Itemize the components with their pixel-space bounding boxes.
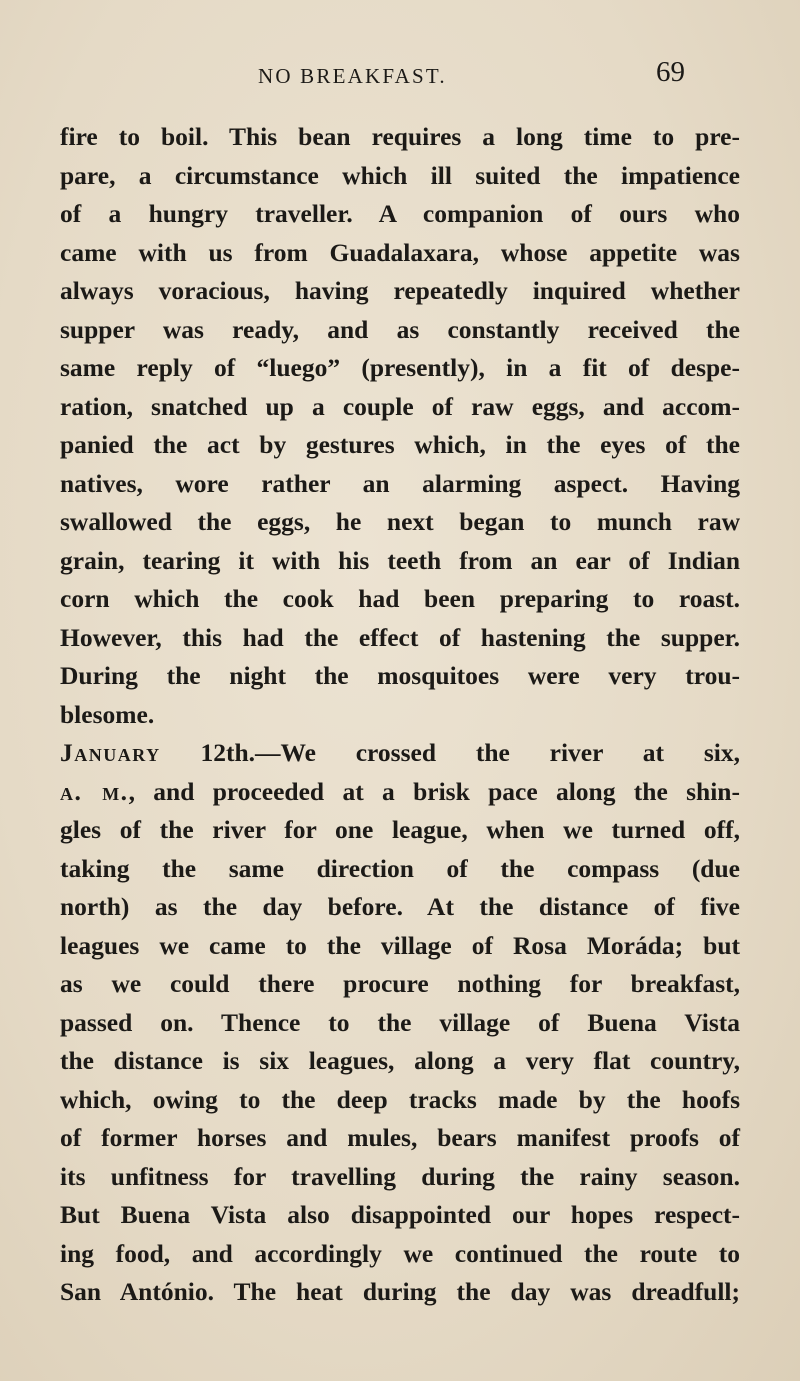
time-abbrev: a. m. bbox=[60, 776, 129, 806]
text-line: as we could there procure nothing for breakfast, bbox=[60, 969, 740, 998]
text-line: natives, wore rather an alarming aspect. Having bbox=[60, 468, 740, 498]
body-text bbox=[60, 118, 740, 1312]
text-line: San António. The heat during the day was dreadfull; bbox=[60, 1277, 740, 1306]
text-line: ing food, and accordingly we continued the route to bbox=[60, 1238, 740, 1268]
text-line: of former horses and mules, bears manifest proofs of bbox=[60, 1123, 740, 1152]
text-line: But Buena Vista also disappointed our hopes respect- bbox=[60, 1200, 740, 1229]
text-line: swallowed the eggs, he next began to munch raw bbox=[60, 507, 740, 536]
text-line: always voracious, having repeatedly inquired whether bbox=[60, 276, 740, 305]
text-line: came with us from Guadalaxara, whose appetite was bbox=[60, 237, 740, 267]
text-line: same reply of “luego” (presently), in a fit of despe- bbox=[60, 353, 740, 382]
text-line: blesome. bbox=[60, 699, 155, 729]
text-line: passed on. Thence to the village of Buena Vista bbox=[60, 1007, 740, 1037]
running-title: NO BREAKFAST. bbox=[258, 64, 447, 88]
text-line: leagues we came to the village of Rosa Moráda; but bbox=[60, 930, 740, 960]
text-line: gles of the river for one league, when we turned off, bbox=[60, 815, 740, 844]
page-number: 69 bbox=[656, 56, 685, 88]
text-line: pare, a circumstance which ill suited the impatience bbox=[60, 160, 740, 190]
text-line-dated: January 12th.—We crossed the river at six, bbox=[60, 738, 740, 767]
text-line: ration, snatched up a couple of raw eggs, and accom- bbox=[60, 391, 740, 421]
text-line: panied the act by gestures which, in the eyes of the bbox=[60, 430, 740, 459]
running-head bbox=[0, 52, 800, 92]
text-line: its unfitness for travelling during the rainy season. bbox=[60, 1161, 740, 1191]
text-line: a. m., and proceeded at a brisk pace along the shin- bbox=[60, 776, 740, 806]
text-line: of a hungry traveller. A companion of ours who bbox=[60, 199, 740, 228]
text-line: However, this had the effect of hastening the supper. bbox=[60, 622, 740, 652]
text-line: which, owing to the deep tracks made by the hoofs bbox=[60, 1084, 740, 1114]
text-line: grain, tearing it with his teeth from an ear of Indian bbox=[60, 545, 740, 575]
text-line: taking the same direction of the compass (due bbox=[60, 853, 740, 883]
text-line: north) as the day before. At the distance of five bbox=[60, 892, 740, 921]
text-line: supper was ready, and as constantly received the bbox=[60, 314, 740, 344]
text-line: the distance is six leagues, along a very flat country, bbox=[60, 1046, 740, 1075]
text-line: corn which the cook had been preparing to roast. bbox=[60, 584, 740, 613]
date-month: January bbox=[60, 738, 161, 767]
text-line: fire to boil. This bean requires a long time to pre- bbox=[60, 122, 740, 151]
text-line: During the night the mosquitoes were very trou- bbox=[60, 661, 740, 690]
